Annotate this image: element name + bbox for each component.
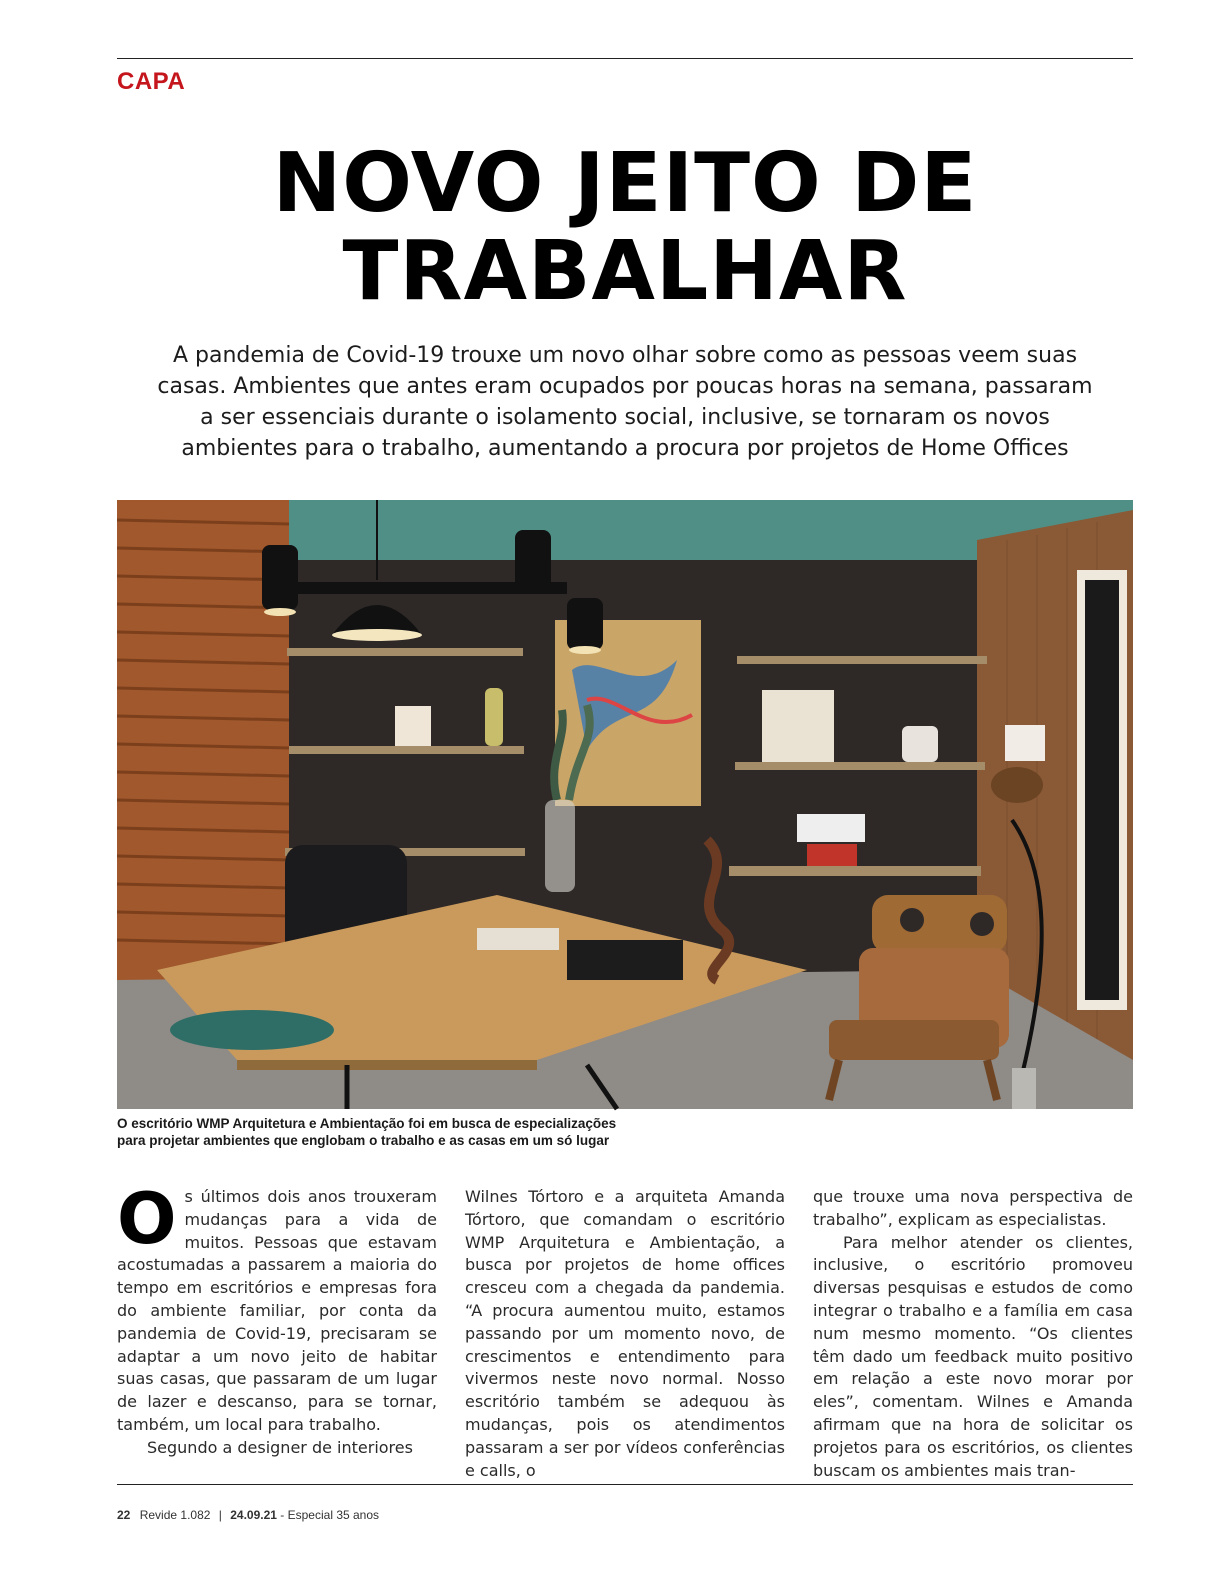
body-paragraph-4: que trouxe uma nova perspectiva de trabalho”, explicam as especialistas. — [813, 1187, 1133, 1229]
page-number: 22 — [117, 1508, 131, 1522]
headline — [117, 136, 1133, 319]
body-paragraph-5: Para melhor atender os clientes, inclusive, o escritório promoveu diversas pesquisas e estudos de como integrar o trabalho e a família em casa num mesmo momento. “Os clientes têm dado um feedback muito positivo em relação a este novo morar por eles”, comentam. Wilnes e Amanda afirmam que na hora de solicitar os projetos para os escritórios, os clientes buscam os ambientes mais tran- — [813, 1232, 1133, 1480]
bottom-rule — [117, 1484, 1133, 1485]
caption-line-1: O escritório WMP Arquitetura e Ambientação foi em busca de especializações — [117, 1116, 617, 1131]
magazine-issue: Revide 1.082 — [139, 1508, 211, 1522]
caption-line-2: para projetar ambientes que englobam o trabalho e as casas em um só lugar — [117, 1133, 610, 1148]
issue-date: 24.09.21 — [230, 1508, 277, 1522]
body-column-3 — [813, 1186, 1133, 1480]
section-label: CAPA — [117, 68, 186, 95]
body-paragraph-1 — [117, 1178, 437, 1437]
page-footer — [117, 1508, 379, 1522]
drop-cap: O — [117, 1178, 177, 1260]
top-rule — [117, 58, 1133, 59]
headline-line-2: TRABALHAR — [342, 224, 908, 319]
body-paragraph-3: Wilnes Tórtoro e a arquiteta Amanda Tórtoro, que comandam o escritório WMP Arquitetura e Ambientação, a busca por projetos de home offices cresceu com a chegada da pandemia. “A procura aumentou muito, estamos passando por um momento novo, de crescimentos e entendimento para vivermos neste novo normal. Nosso escritório também se adequou às mudanças, pois os atendimentos passaram a ser por vídeos conferências e calls, o — [465, 1187, 785, 1480]
body-column-1 — [117, 1178, 437, 1462]
body-paragraph-2: Segundo a designer de interiores — [147, 1437, 413, 1457]
body-paragraph-1-text: s últimos dois anos trouxeram mudanças para a vida de muitos. Pessoas que estavam acostumadas a passarem a maioria do tempo em escritórios e empresas fora do ambiente familiar, por conta da pandemia de Covid-19, precisaram se adaptar a um novo jeito de habitar suas casas, que passaram de um lugar de lazer e descanso, para se tornar, também, um local para trabalho. — [117, 1187, 437, 1434]
photo-caption — [117, 1115, 677, 1149]
lede-paragraph: A pandemia de Covid-19 trouxe um novo olhar sobre como as pessoas veem suas casas. Ambientes que antes eram ocupados por poucas horas na semana, passaram a ser essenciais durante o isolamento social, inclusive, se tornaram os novos ambientes para o trabalho, aumentando a procura por projetos de Home Offices — [157, 343, 1093, 461]
body-column-2 — [465, 1186, 785, 1480]
headline-line-1: NOVO JEITO DE — [272, 136, 978, 231]
edition-label: - Especial 35 anos — [280, 1508, 380, 1522]
home-office-photo — [117, 500, 1133, 1109]
footer-separator: | — [218, 1508, 222, 1522]
